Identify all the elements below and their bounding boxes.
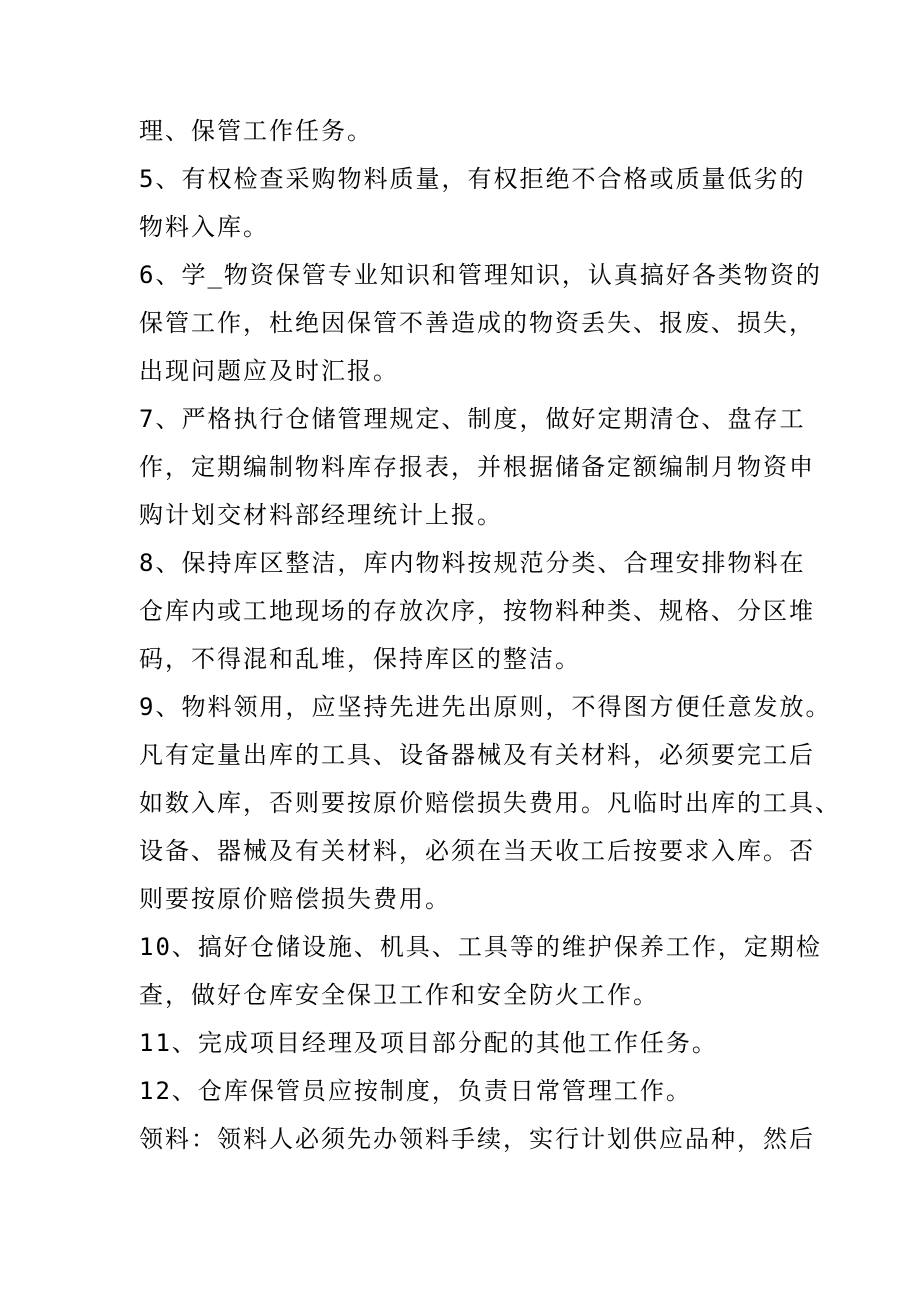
text-line: 12、仓库保管员应按制度，负责日常管理工作。 xyxy=(139,1077,692,1105)
text-line: 8、保持库区整洁，库内物料按规范分类、合理安排物料在 xyxy=(139,549,806,577)
text-line: 出现问题应及时汇报。 xyxy=(139,357,399,385)
text-line: 作，定期编制物料库存报表，并根据储备定额编制月物资申 xyxy=(139,453,815,481)
text-line: 物料入库。 xyxy=(139,213,269,241)
text-line: 则要按原价赔偿损失费用。 xyxy=(139,885,451,913)
text-line: 查，做好仓库安全保卫工作和安全防火工作。 xyxy=(139,981,659,1009)
document-body xyxy=(139,107,841,1163)
text-line: 10、搞好仓储设施、机具、工具等的维护保养工作，定期检 xyxy=(139,933,822,961)
text-line: 仓库内或工地现场的存放次序，按物料种类、规格、分区堆 xyxy=(139,597,815,625)
text-line: 保管工作，杜绝因保管不善造成的物资丢失、报废、损失， xyxy=(139,309,815,337)
text-line: 领料：领料人必须先办领料手续，实行计划供应品种，然后 xyxy=(139,1125,815,1153)
text-line: 设备、器械及有关材料，必须在当天收工后按要求入库。否 xyxy=(139,837,815,865)
text-line: 9、物料领用，应坚持先进先出原则，不得图方便任意发放。 xyxy=(139,693,832,721)
text-line: 购计划交材料部经理统计上报。 xyxy=(139,501,503,529)
text-line: 6、学_物资保管专业知识和管理知识，认真搞好各类物资的 xyxy=(139,261,822,289)
text-line: 凡有定量出库的工具、设备器械及有关材料，必须要完工后 xyxy=(139,741,815,769)
text-line: 理、保管工作任务。 xyxy=(139,117,373,145)
text-line: 如数入库，否则要按原价赔偿损失费用。凡临时出库的工具、 xyxy=(139,789,841,817)
text-line: 11、完成项目经理及项目部分配的其他工作任务。 xyxy=(139,1029,718,1057)
text-line: 7、严格执行仓储管理规定、制度，做好定期清仓、盘存工 xyxy=(139,405,806,433)
text-line: 5、有权检查采购物料质量，有权拒绝不合格或质量低劣的 xyxy=(139,165,806,193)
text-line: 码，不得混和乱堆，保持库区的整洁。 xyxy=(139,645,581,673)
